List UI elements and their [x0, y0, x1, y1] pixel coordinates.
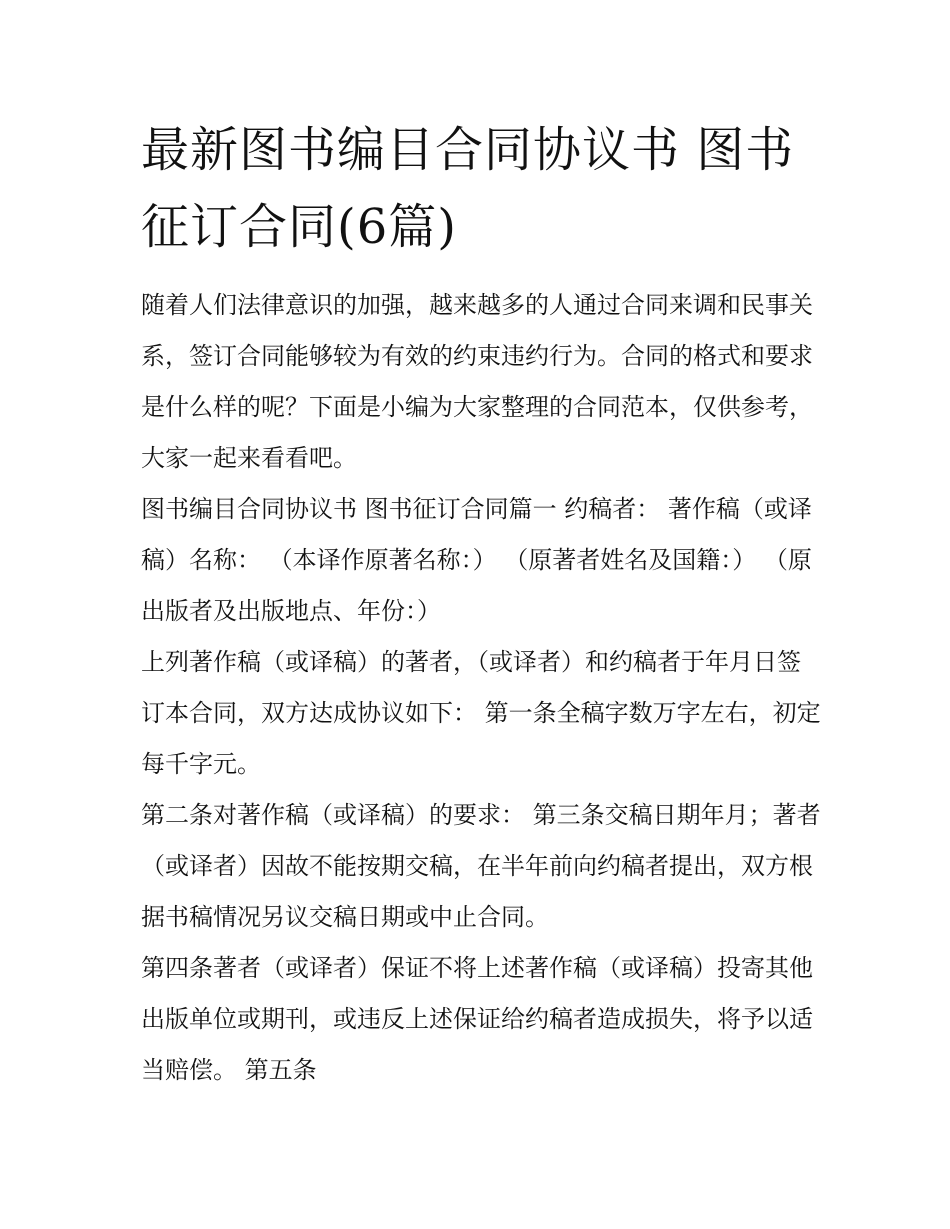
paragraph-article-2-3: 第二条对著作稿（或译稿）的要求： 第三条交稿日期年月；著者（或译者）因故不能按期交稿，在半年前向约稿者提出，双方根据书稿情况另议交稿日期或中止合同。 — [141, 801, 821, 931]
paragraph-contract-header: 图书编目合同协议书 图书征订合同篇一 约稿者： 著作稿（或译稿）名称： （本译作原著名称：） （原著者姓名及国籍：） （原出版者及出版地点、年份：） — [141, 495, 812, 625]
paragraph-article-4-5: 第四条著者（或译者）保证不将上述著作稿（或译稿）投寄其他出版单位或期刊，或违反上述保证给约稿者造成损失，将予以适当赔偿。 第五条 — [141, 954, 813, 1084]
document-title: 最新图书编目合同协议书 图书征订合同(6篇) — [141, 122, 795, 255]
document-body — [141, 280, 821, 1096]
paragraph-intro: 随着人们法律意识的加强，越来越多的人通过合同来调和民事关系，签订合同能够较为有效的约束违约行为。合同的格式和要求是什么样的呢？下面是小编为大家整理的合同范本，仅供参考，大家一起来看看吧。 — [141, 291, 813, 472]
paragraph-article-1: 上列著作稿（或译稿）的著者，（或译者）和约稿者于年月日签订本合同，双方达成协议如下： 第一条全稿字数万字左右，初定每千字元。 — [141, 648, 821, 778]
